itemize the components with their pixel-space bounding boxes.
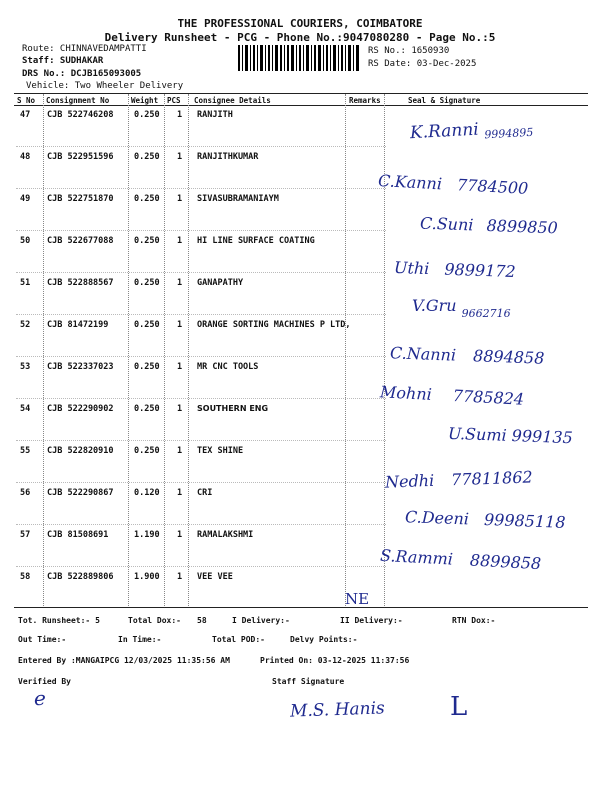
row-consignment: CJB 522820910 [47, 446, 114, 456]
out-time: Out Time:- [18, 635, 67, 644]
row-weight: 0.250 [134, 110, 160, 120]
signature-5 [412, 296, 511, 320]
signature-8 [448, 424, 573, 447]
verified-by: Verified By [18, 677, 71, 686]
row-consignee: SOUTHERN ENG [197, 404, 269, 413]
signature-10 [405, 507, 566, 532]
row-pcs: 1 [177, 320, 183, 330]
row-pcs: 1 [177, 530, 183, 540]
row-consignee: HI LINE SURFACE COATING [197, 236, 315, 246]
signature-number: 7784500 [456, 175, 529, 198]
col-pcs: PCS [167, 96, 181, 105]
total-dox-value: 58 [197, 616, 207, 625]
signature-number: 999135 [511, 426, 574, 448]
ii-delivery: II Delivery:- [340, 616, 403, 625]
route: Route: CHINNAVEDAMPATTI [22, 44, 147, 54]
row-pcs: 1 [177, 572, 183, 582]
signature-number: 8894858 [472, 346, 545, 368]
row-consignee: ORANGE SORTING MACHINES P LTD, [197, 320, 351, 330]
row-consignment: CJB 522889806 [47, 572, 114, 582]
row-weight: 0.250 [134, 446, 160, 456]
row-pcs: 1 [177, 446, 183, 456]
signature-number: 9994895 [484, 125, 534, 142]
row-consignment: CJB 81508691 [47, 530, 109, 540]
staff-signature-label: Staff Signature [272, 677, 345, 686]
rs-date: RS Date: 03-Dec-2025 [368, 59, 477, 69]
row-consignment: CJB 522290902 [47, 404, 114, 414]
signature-number: 8899858 [469, 550, 542, 574]
signature-3 [420, 214, 558, 238]
row-weight: 0.250 [134, 152, 160, 162]
signature-7 [380, 382, 525, 409]
col-sno: S No [17, 96, 36, 105]
signature-1 [410, 117, 534, 145]
signature-2 [378, 171, 529, 198]
row-consignee: CRI [197, 488, 213, 498]
row-consignment: CJB 522951596 [47, 152, 114, 162]
vehicle: Vehicle: Two Wheeler Delivery [26, 81, 184, 91]
signature-number: 99985118 [483, 509, 566, 532]
signature-name: Mohni [379, 382, 433, 404]
signature-name: Nedhi [384, 470, 435, 492]
col-weight: Weight [131, 96, 159, 105]
signature-number: 7785824 [452, 386, 525, 409]
row-consignment: CJB 522290867 [47, 488, 114, 498]
row-sno: 51 [20, 278, 31, 288]
row-weight: 0.250 [134, 362, 160, 372]
row-consignee: RAMALAKSHMI [197, 530, 254, 540]
row-consignment: CJB 522888567 [47, 278, 114, 288]
row-sno: 50 [20, 236, 31, 246]
staff: Staff: SUDHAKAR [22, 56, 104, 66]
col-remarks: Remarks [349, 96, 381, 105]
delvy-points: Delvy Points:- [290, 635, 358, 644]
row-pcs: 1 [177, 278, 183, 288]
row-weight: 0.120 [134, 488, 160, 498]
signature-number: 9899172 [444, 259, 516, 282]
staff-signature-mark: L [450, 692, 468, 722]
row-weight: 0.250 [134, 236, 160, 246]
row-sno: 52 [20, 320, 31, 330]
signature-9 [385, 467, 533, 491]
row-weight: 1.190 [134, 530, 160, 540]
row-pcs: 1 [177, 404, 183, 414]
signature-number: 8899850 [486, 215, 559, 238]
row-consignee: GANAPATHY [197, 278, 244, 288]
signature-name: S.Rammi [379, 545, 454, 569]
row-pcs: 1 [177, 194, 183, 204]
row-consignee: RANJITH [197, 110, 233, 120]
row-consignment: CJB 522677088 [47, 236, 114, 246]
row-sno: 56 [20, 488, 31, 498]
signature-name: U.Sumi [447, 423, 507, 445]
signature-name: K.Ranni [409, 119, 480, 144]
handwritten-mark: NE [345, 590, 370, 608]
row-consignee: SIVASUBRAMANIAYM [197, 194, 279, 204]
signature-name: C.Nanni [389, 343, 457, 365]
row-sno: 55 [20, 446, 31, 456]
row-sno: 57 [20, 530, 31, 540]
barcode [238, 45, 360, 71]
row-pcs: 1 [177, 236, 183, 246]
col-consignment: Consignment No [46, 96, 110, 105]
row-consignee: TEX SHINE [197, 446, 244, 456]
signature-name: Uthi [393, 257, 430, 279]
in-time: In Time:- [118, 635, 162, 644]
signature-number: 9662716 [461, 307, 511, 320]
row-weight: 0.250 [134, 194, 160, 204]
row-consignee: RANJITHKUMAR [197, 152, 259, 162]
row-consignee: VEE VEE [197, 572, 233, 582]
staff-signature: M.S. Hanis [289, 698, 386, 722]
drs-number: DRS No.: DCJB165093005 [22, 69, 142, 79]
verifier-signature: e [34, 686, 46, 710]
row-sno: 49 [20, 194, 31, 204]
i-delivery: I Delivery:- [232, 616, 290, 625]
runsheet-title: Delivery Runsheet - PCG - Phone No.:9047080280 - Page No.:5 [104, 31, 496, 44]
row-sno: 54 [20, 404, 31, 414]
row-sno: 53 [20, 362, 31, 372]
printed-on: Printed On: 03-12-2025 11:37:56 [260, 656, 410, 665]
row-consignment: CJB 522746208 [47, 110, 114, 120]
company-name: THE PROFESSIONAL COURIERS, COIMBATORE [177, 17, 423, 30]
row-consignment: CJB 522337023 [47, 362, 114, 372]
total-pod: Total POD:- [212, 635, 265, 644]
total-dox-label: Total Dox:- [128, 616, 181, 625]
row-pcs: 1 [177, 110, 183, 120]
signature-6 [390, 343, 545, 367]
col-consignee: Consignee Details [194, 96, 271, 105]
rs-number: RS No.: 1650930 [368, 46, 450, 56]
rtn-dox: RTN Dox:- [452, 616, 496, 625]
tot-runsheet: Tot. Runsheet:- 5 [18, 616, 100, 625]
signature-4 [394, 258, 516, 281]
signature-name: V.Gru [412, 296, 457, 315]
signature-name: C.Suni [419, 213, 474, 235]
signature-name: C.Kanni [377, 171, 443, 194]
row-pcs: 1 [177, 152, 183, 162]
row-weight: 0.250 [134, 404, 160, 414]
row-consignee: MR CNC TOOLS [197, 362, 259, 372]
row-sno: 48 [20, 152, 31, 162]
col-seal-signature: Seal & Signature [408, 96, 481, 105]
row-sno: 58 [20, 572, 31, 582]
row-sno: 47 [20, 110, 31, 120]
signature-number: 77811862 [450, 467, 533, 490]
row-weight: 0.250 [134, 278, 160, 288]
row-consignment: CJB 81472199 [47, 320, 109, 330]
signature-11 [380, 546, 542, 573]
row-pcs: 1 [177, 362, 183, 372]
entered-by: Entered By :MANGAIPCG 12/03/2025 11:35:56 AM [18, 656, 230, 665]
row-weight: 0.250 [134, 320, 160, 330]
row-pcs: 1 [177, 488, 183, 498]
row-consignment: CJB 522751870 [47, 194, 114, 204]
row-weight: 1.900 [134, 572, 160, 582]
signature-name: C.Deeni [404, 507, 470, 529]
